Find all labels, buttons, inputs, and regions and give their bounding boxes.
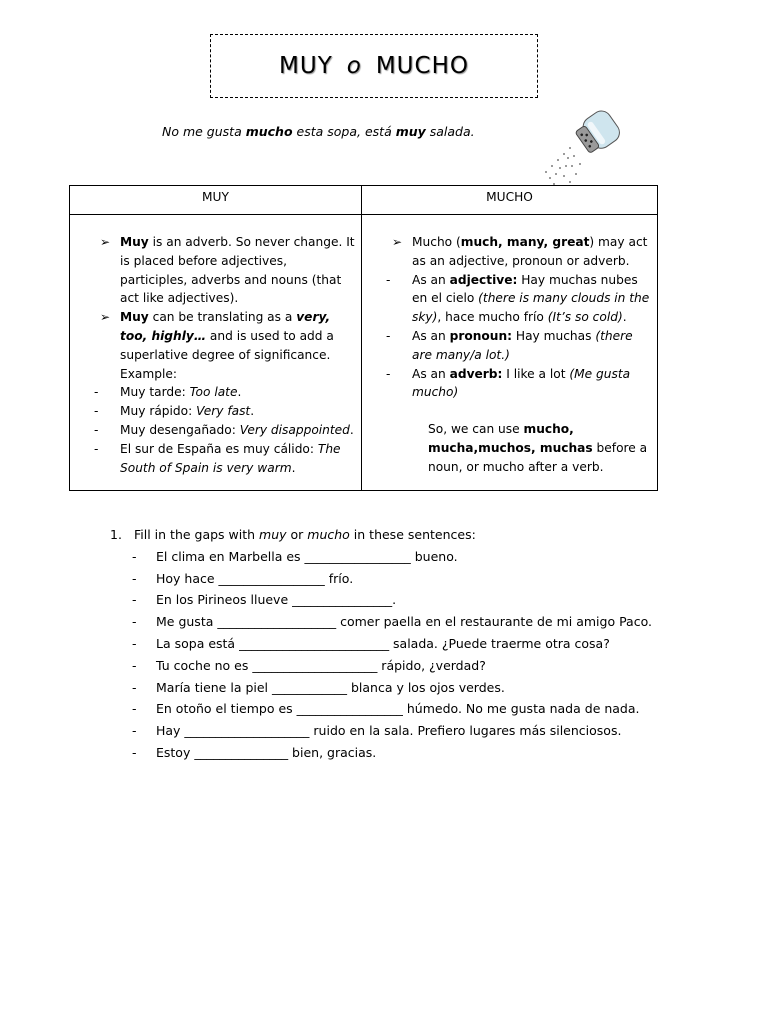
exercise-item: - María tiene la piel ____________ blanca y los ojos verdes.: [110, 677, 652, 699]
muy-example: - El sur de España es muy cálido: The South of Spain is very warm.: [90, 440, 355, 478]
exercise-heading: Fill in the gaps with muy or mucho in these sentences:: [134, 527, 476, 542]
exercise-item: - En los Pirineos llueve ________________.: [110, 589, 652, 611]
exercise-item: - Hay ____________________ ruido en la sala. Prefiero lugares más silenciosos.: [110, 720, 652, 742]
mucho-adjective: - As an adjective: Hay muchas nubes en el cielo (there is many clouds in the sky), hace mucho frío (It’s so cold).: [382, 271, 651, 327]
muy-example: - Muy rápido: Very fast.: [90, 402, 355, 421]
exercise-item: - El clima en Marbella es _________________ bueno.: [110, 546, 652, 568]
exercise-item: - Me gusta ___________________ comer paella en el restaurante de mi amigo Paco.: [110, 611, 652, 633]
mucho-summary: So, we can use mucho, mucha,muchos, muchas before a noun, or mucho after a verb.: [428, 422, 648, 474]
muy-example: - Muy tarde: Too late.: [90, 383, 355, 402]
muy-header: MUY: [70, 186, 362, 215]
salt-shaker-icon: [540, 108, 630, 188]
muy-point-1: ➢ Muy is an adverb. So never change. It is placed before adjectives, participles, adverbs and nouns (that act like adjectives).: [76, 233, 355, 308]
muy-point-2: ➢ Muy can be translating as a very, too, highly… and is used to add a superlative degree of significance. Example: - Muy tarde: Too late. - Muy rápido: Very fast. - Muy desengañado: Very disappointed. - El sur de España es muy cálido: The South of Spain is very warm.: [76, 308, 355, 477]
title-mucho: MUCHO: [375, 53, 469, 79]
mucho-pronoun: - As an pronoun: Hay muchas (there are many/a lot.): [382, 327, 651, 365]
exercise-item: - Estoy _______________ bien, gracias.: [110, 742, 652, 764]
grammar-table: [69, 185, 658, 491]
title-box: [210, 34, 538, 98]
exercise-item: - Tu coche no es ____________________ rápido, ¿verdad?: [110, 655, 652, 677]
exercise-item: - En otoño el tiempo es _________________ húmedo. No me gusta nada de nada.: [110, 698, 652, 720]
intro-sentence: No me gusta mucho esta sopa, está muy salada.: [162, 124, 475, 139]
mucho-cell: [362, 215, 658, 491]
exercise-item: - La sopa está ________________________ salada. ¿Puede traerme otra cosa?: [110, 633, 652, 655]
mucho-point-1: ➢ Mucho (much, many, great) may act as an adjective, pronoun or adverb. - As an adjective: Hay muchas nubes en el cielo (there is many clouds in the sky), hace mucho frío (It’s so cold). - As an pronoun: Hay muchas (there are many/a lot.) - As an adverb: I like a lot (Me gusta mucho) So, we can use mucho, mucha,muchos, muchas before a noun, or mucho after a verb.: [368, 233, 651, 477]
title-muy: MUY: [279, 53, 333, 79]
muy-example: - Muy desengañado: Very disappointed.: [90, 421, 355, 440]
muy-cell: [70, 215, 362, 491]
exercise-section: [110, 524, 652, 764]
title-o: o: [346, 53, 362, 79]
exercise-number: 1.: [110, 527, 122, 542]
mucho-header: MUCHO: [362, 186, 658, 215]
exercise-item: - Hoy hace _________________ frío.: [110, 568, 652, 590]
mucho-adverb: - As an adverb: I like a lot (Me gusta mucho): [382, 365, 651, 403]
exercise-list: [110, 546, 652, 764]
